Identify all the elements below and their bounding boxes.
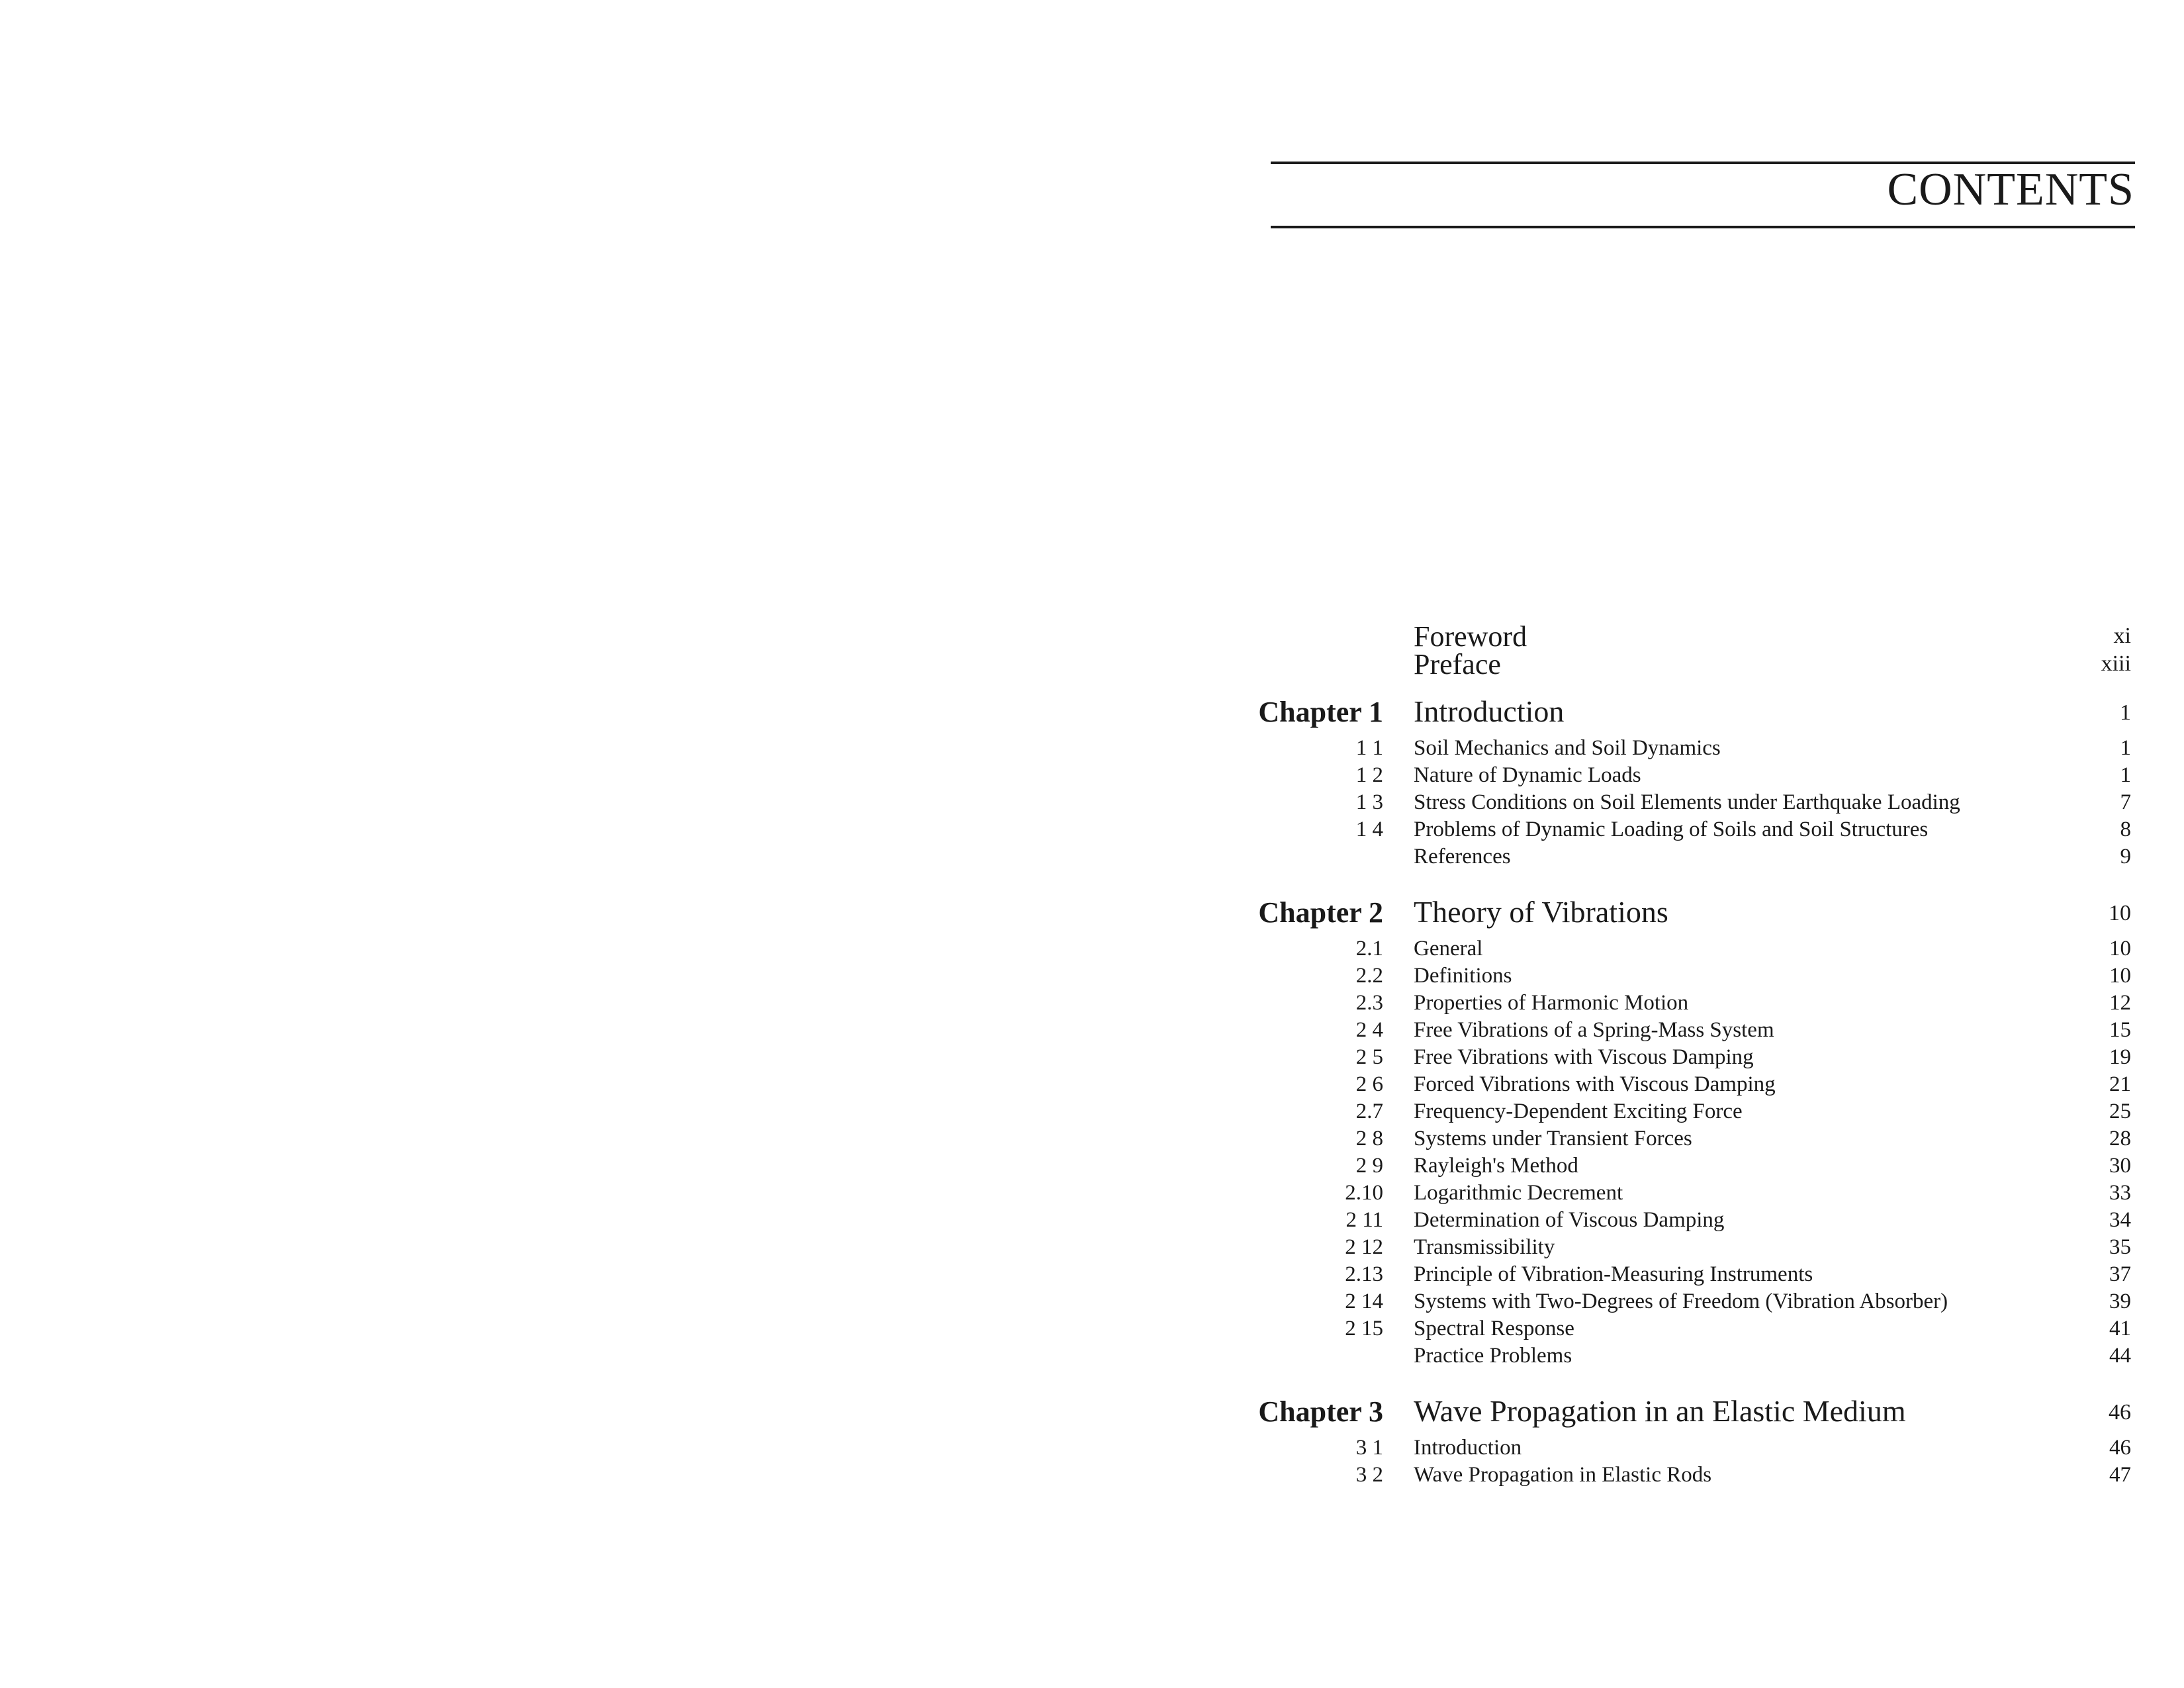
section-page: 8 (2120, 818, 2131, 841)
section-number: 3 2 (1355, 1463, 1383, 1487)
section-title: Properties of Harmonic Motion (1414, 991, 1689, 1015)
section-page: 12 (2109, 991, 2131, 1015)
section-number: 2 12 (1345, 1235, 1383, 1259)
toc-section (1257, 1067, 2131, 1094)
toc-section (1257, 1149, 2131, 1176)
entry-page: 44 (2109, 1344, 2131, 1368)
toc-section (1257, 931, 2131, 959)
toc-section (1257, 785, 2131, 812)
chapter-title: Introduction (1414, 694, 1565, 728)
entry-title: Preface (1414, 648, 1501, 680)
section-number: 2 8 (1355, 1127, 1383, 1150)
chapter-heading (1257, 694, 2131, 731)
section-title: Rayleigh's Method (1414, 1154, 1578, 1178)
section-number: 2 4 (1355, 1018, 1383, 1042)
toc-trailing-entry (1257, 1338, 2131, 1366)
section-title: Free Vibrations of a Spring-Mass System (1414, 1018, 1774, 1042)
toc-section (1257, 959, 2131, 986)
section-page: 37 (2109, 1262, 2131, 1286)
toc-section (1257, 1311, 2131, 1338)
section-title: Problems of Dynamic Loading of Soils and Soil Structures (1414, 818, 1929, 841)
section-title: Logarithmic Decrement (1414, 1181, 1623, 1205)
toc-section (1257, 758, 2131, 785)
chapter-label: Chapter 3 (1258, 1395, 1383, 1428)
section-page: 46 (2109, 1436, 2131, 1460)
toc-section (1257, 1458, 2131, 1485)
section-title: Forced Vibrations with Viscous Damping (1414, 1072, 1776, 1096)
section-page: 1 (2120, 736, 2131, 760)
section-page: 25 (2109, 1100, 2131, 1123)
chapter-title: Theory of Vibrations (1414, 895, 1668, 929)
section-title: Introduction (1414, 1436, 1522, 1460)
section-page: 47 (2109, 1463, 2131, 1487)
toc-entry-preface (1257, 647, 2131, 680)
section-page: 10 (2109, 937, 2131, 961)
section-page: 41 (2109, 1317, 2131, 1340)
section-page: 39 (2109, 1289, 2131, 1313)
toc-section (1257, 1176, 2131, 1203)
chapter-spacer (1257, 1366, 2131, 1375)
section-title: Systems with Two-Degrees of Freedom (Vibration Absorber) (1414, 1289, 1948, 1313)
entry-title: References (1414, 845, 1511, 868)
section-title: Wave Propagation in Elastic Rods (1414, 1463, 1712, 1487)
entry-page: 9 (2120, 845, 2131, 868)
toc-section (1257, 1230, 2131, 1257)
section-page: 33 (2109, 1181, 2131, 1205)
entry-page: xi (2113, 624, 2131, 648)
section-title: Systems under Transient Forces (1414, 1127, 1692, 1150)
chapter-title: Wave Propagation in an Elastic Medium (1414, 1394, 1906, 1428)
section-number: 2.2 (1355, 964, 1383, 988)
chapter-label: Chapter 2 (1258, 896, 1383, 929)
section-title: Nature of Dynamic Loads (1414, 763, 1641, 787)
section-page: 15 (2109, 1018, 2131, 1042)
section-title: General (1414, 937, 1483, 961)
section-number: 2 9 (1355, 1154, 1383, 1178)
section-number: 1 1 (1355, 736, 1383, 760)
section-number: 1 4 (1355, 818, 1383, 841)
section-title: Spectral Response (1414, 1317, 1574, 1340)
section-number: 2.1 (1355, 937, 1383, 961)
section-number: 2 6 (1355, 1072, 1383, 1096)
toc-section (1257, 1121, 2131, 1149)
toc-section (1257, 1040, 2131, 1067)
toc-trailing-entry (1257, 839, 2131, 867)
section-title: Determination of Viscous Damping (1414, 1208, 1725, 1232)
section-page: 1 (2120, 763, 2131, 787)
table-of-contents (1257, 620, 2131, 1494)
section-page: 7 (2120, 790, 2131, 814)
chapter-page: 10 (2109, 901, 2131, 925)
toc-section (1257, 1013, 2131, 1040)
section-number: 2.13 (1345, 1262, 1383, 1286)
section-number: 2.10 (1345, 1181, 1383, 1205)
chapter-heading (1257, 894, 2131, 931)
entry-page: xiii (2101, 651, 2131, 676)
section-page: 28 (2109, 1127, 2131, 1150)
toc-section (1257, 1430, 2131, 1458)
toc-section (1257, 1284, 2131, 1311)
section-number: 2 5 (1355, 1045, 1383, 1069)
section-number: 1 2 (1355, 763, 1383, 787)
entry-title: Practice Problems (1414, 1344, 1572, 1368)
toc-section (1257, 812, 2131, 839)
toc-section (1257, 1094, 2131, 1121)
section-title: Definitions (1414, 964, 1512, 988)
contents-heading: CONTENTS (1887, 164, 2134, 215)
section-title: Soil Mechanics and Soil Dynamics (1414, 736, 1721, 760)
chapter-list (1257, 694, 2131, 1494)
section-number: 3 1 (1355, 1436, 1383, 1460)
section-number: 2 15 (1345, 1317, 1383, 1340)
section-page: 10 (2109, 964, 2131, 988)
section-number: 2.3 (1355, 991, 1383, 1015)
section-page: 21 (2109, 1072, 2131, 1096)
chapter-label: Chapter 1 (1258, 696, 1383, 728)
section-number: 2 14 (1345, 1289, 1383, 1313)
section-title: Free Vibrations with Viscous Damping (1414, 1045, 1754, 1069)
chapter-heading (1257, 1393, 2131, 1430)
section-page: 35 (2109, 1235, 2131, 1259)
toc-section (1257, 731, 2131, 758)
toc-section (1257, 1203, 2131, 1230)
entry-title: Foreword (1414, 620, 1527, 653)
chapter-page: 46 (2109, 1400, 2131, 1425)
section-title: Stress Conditions on Soil Elements under Earthquake Loading (1414, 790, 1960, 814)
section-page: 19 (2109, 1045, 2131, 1069)
heading-rule-bottom (1271, 226, 2135, 228)
section-number: 1 3 (1355, 790, 1383, 814)
toc-section (1257, 1257, 2131, 1284)
section-title: Transmissibility (1414, 1235, 1555, 1259)
section-page: 34 (2109, 1208, 2131, 1232)
toc-section (1257, 986, 2131, 1013)
chapter-spacer (1257, 867, 2131, 876)
section-page: 30 (2109, 1154, 2131, 1178)
chapter-page: 1 (2120, 700, 2131, 725)
toc-entry-foreword (1257, 620, 2131, 653)
section-title: Frequency-Dependent Exciting Force (1414, 1100, 1743, 1123)
section-title: Principle of Vibration-Measuring Instruments (1414, 1262, 1813, 1286)
section-number: 2 11 (1345, 1208, 1383, 1232)
section-number: 2.7 (1355, 1100, 1383, 1123)
